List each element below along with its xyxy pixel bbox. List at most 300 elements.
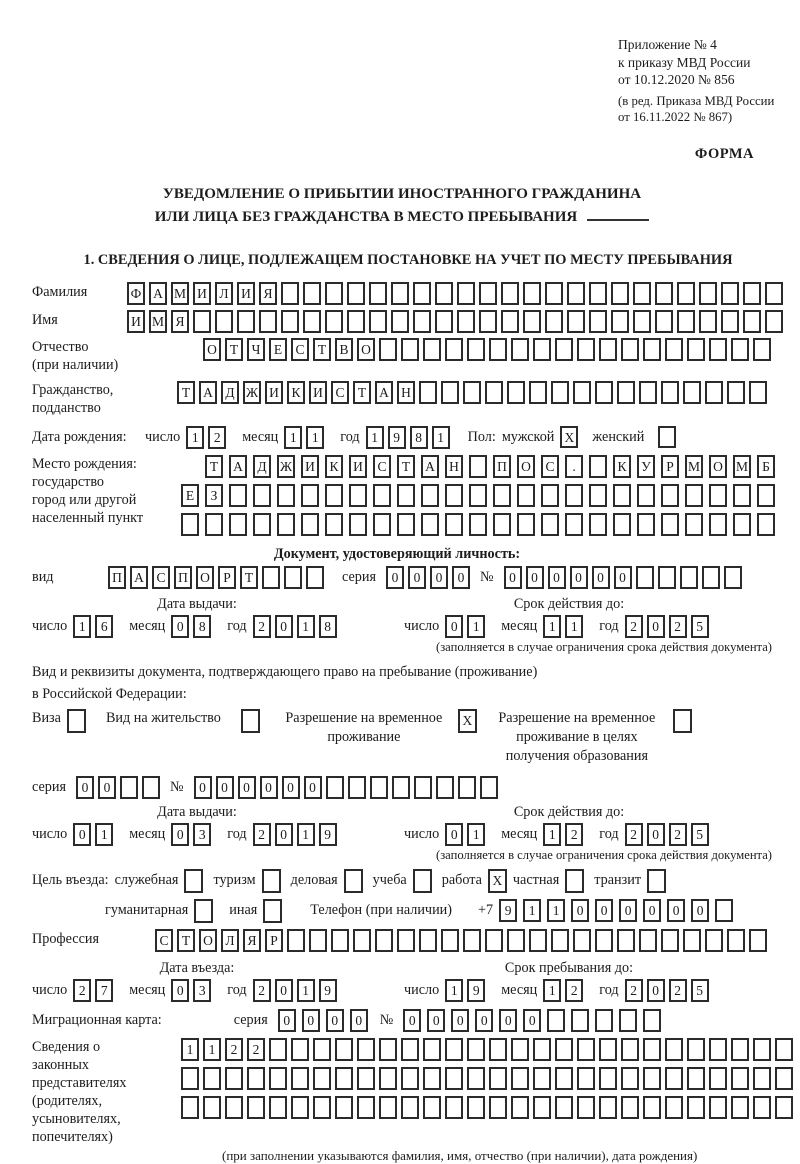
char-box[interactable] xyxy=(621,1096,639,1119)
char-box[interactable]: О xyxy=(203,338,221,361)
temp-residence-checkbox[interactable] xyxy=(458,709,477,733)
char-box[interactable] xyxy=(369,310,387,333)
digit-box[interactable]: 6 xyxy=(95,615,113,638)
digit-box[interactable]: 2 xyxy=(625,823,643,846)
char-box[interactable] xyxy=(284,566,302,589)
digit-box[interactable]: 1 xyxy=(297,823,315,846)
char-box[interactable] xyxy=(702,566,720,589)
char-box[interactable] xyxy=(599,1067,617,1090)
char-box[interactable]: Т xyxy=(205,455,223,478)
char-box[interactable] xyxy=(247,1067,265,1090)
digit-box[interactable]: 0 xyxy=(275,979,293,1002)
char-box[interactable] xyxy=(205,513,223,536)
char-box[interactable]: 0 xyxy=(643,899,661,922)
char-box[interactable] xyxy=(281,310,299,333)
char-box[interactable] xyxy=(379,1067,397,1090)
char-box[interactable] xyxy=(709,1067,727,1090)
char-box[interactable] xyxy=(643,1038,661,1061)
char-box[interactable] xyxy=(724,566,742,589)
char-box[interactable] xyxy=(705,929,723,952)
char-box[interactable]: 0 xyxy=(386,566,404,589)
purpose-humanitarian-checkbox[interactable] xyxy=(194,899,213,923)
char-box[interactable] xyxy=(435,282,453,305)
char-box[interactable]: 0 xyxy=(548,566,566,589)
char-box[interactable] xyxy=(253,484,271,507)
char-box[interactable]: 0 xyxy=(452,566,470,589)
residence-permit-checkbox[interactable] xyxy=(241,709,260,733)
char-box[interactable] xyxy=(680,566,698,589)
char-box[interactable] xyxy=(259,310,277,333)
digit-box[interactable]: 2 xyxy=(253,979,271,1002)
char-box[interactable] xyxy=(225,1067,243,1090)
char-box[interactable] xyxy=(529,381,547,404)
char-box[interactable] xyxy=(589,484,607,507)
char-box[interactable] xyxy=(142,776,160,799)
char-box[interactable] xyxy=(636,566,654,589)
digit-box[interactable]: 2 xyxy=(669,979,687,1002)
char-box[interactable]: Е xyxy=(181,484,199,507)
char-box[interactable] xyxy=(369,282,387,305)
char-box[interactable] xyxy=(507,929,525,952)
digit-box[interactable]: 1 xyxy=(366,426,384,449)
char-box[interactable]: 1 xyxy=(181,1038,199,1061)
char-box[interactable] xyxy=(467,1067,485,1090)
char-box[interactable]: И xyxy=(301,455,319,478)
char-box[interactable]: Т xyxy=(177,929,195,952)
char-box[interactable] xyxy=(617,929,635,952)
digit-box[interactable]: 1 xyxy=(95,823,113,846)
char-box[interactable] xyxy=(709,1096,727,1119)
char-box[interactable] xyxy=(419,929,437,952)
char-box[interactable]: С xyxy=(331,381,349,404)
char-box[interactable] xyxy=(533,1038,551,1061)
char-box[interactable] xyxy=(577,1096,595,1119)
char-box[interactable] xyxy=(397,929,415,952)
char-box[interactable]: Я xyxy=(171,310,189,333)
char-box[interactable] xyxy=(67,709,86,733)
char-box[interactable] xyxy=(687,338,705,361)
char-box[interactable] xyxy=(313,1067,331,1090)
char-box[interactable] xyxy=(457,282,475,305)
char-box[interactable] xyxy=(291,1038,309,1061)
char-box[interactable] xyxy=(643,1067,661,1090)
char-box[interactable] xyxy=(353,929,371,952)
char-box[interactable] xyxy=(184,869,203,893)
char-box[interactable] xyxy=(577,1038,595,1061)
char-box[interactable]: Т xyxy=(225,338,243,361)
char-box[interactable] xyxy=(262,869,281,893)
char-box[interactable]: 0 xyxy=(302,1009,320,1032)
char-box[interactable] xyxy=(401,338,419,361)
char-box[interactable]: С xyxy=(152,566,170,589)
digit-box[interactable]: 1 xyxy=(284,426,302,449)
char-box[interactable] xyxy=(281,282,299,305)
char-box[interactable]: Я xyxy=(259,282,277,305)
char-box[interactable] xyxy=(401,1096,419,1119)
char-box[interactable] xyxy=(262,566,280,589)
char-box[interactable]: 0 xyxy=(216,776,234,799)
char-box[interactable] xyxy=(555,1038,573,1061)
char-box[interactable]: 0 xyxy=(614,566,632,589)
char-box[interactable] xyxy=(413,282,431,305)
digit-box[interactable]: 2 xyxy=(253,823,271,846)
char-box[interactable] xyxy=(479,282,497,305)
char-box[interactable]: Т xyxy=(313,338,331,361)
char-box[interactable] xyxy=(203,1067,221,1090)
char-box[interactable]: У xyxy=(637,455,655,478)
char-box[interactable]: 1 xyxy=(547,899,565,922)
digit-box[interactable]: 1 xyxy=(543,823,561,846)
char-box[interactable] xyxy=(479,310,497,333)
char-box[interactable]: З xyxy=(205,484,223,507)
char-box[interactable] xyxy=(599,338,617,361)
char-box[interactable]: X xyxy=(458,709,477,733)
char-box[interactable] xyxy=(611,310,629,333)
char-box[interactable] xyxy=(445,513,463,536)
char-box[interactable] xyxy=(727,929,745,952)
char-box[interactable] xyxy=(621,1067,639,1090)
char-box[interactable] xyxy=(731,338,749,361)
char-box[interactable] xyxy=(445,1096,463,1119)
purpose-private-checkbox[interactable] xyxy=(565,869,584,893)
char-box[interactable] xyxy=(529,929,547,952)
char-box[interactable] xyxy=(555,1067,573,1090)
char-box[interactable] xyxy=(577,338,595,361)
char-box[interactable]: П xyxy=(493,455,511,478)
char-box[interactable] xyxy=(589,282,607,305)
char-box[interactable] xyxy=(469,484,487,507)
char-box[interactable] xyxy=(551,381,569,404)
char-box[interactable]: Р xyxy=(218,566,236,589)
char-box[interactable] xyxy=(291,1067,309,1090)
char-box[interactable] xyxy=(335,1096,353,1119)
digit-box[interactable]: 1 xyxy=(73,615,91,638)
char-box[interactable] xyxy=(421,513,439,536)
char-box[interactable] xyxy=(753,338,771,361)
char-box[interactable] xyxy=(349,513,367,536)
char-box[interactable] xyxy=(269,1067,287,1090)
char-box[interactable] xyxy=(533,1096,551,1119)
digit-box[interactable]: 2 xyxy=(625,615,643,638)
char-box[interactable] xyxy=(445,484,463,507)
digit-box[interactable]: 1 xyxy=(297,615,315,638)
digit-box[interactable]: 2 xyxy=(669,615,687,638)
digit-box[interactable]: 2 xyxy=(669,823,687,846)
char-box[interactable] xyxy=(313,1096,331,1119)
char-box[interactable] xyxy=(775,1096,793,1119)
char-box[interactable] xyxy=(621,338,639,361)
char-box[interactable]: Е xyxy=(269,338,287,361)
char-box[interactable] xyxy=(665,338,683,361)
char-box[interactable] xyxy=(643,1009,661,1032)
char-box[interactable] xyxy=(665,1096,683,1119)
char-box[interactable]: Н xyxy=(397,381,415,404)
char-box[interactable] xyxy=(237,310,255,333)
digit-box[interactable]: 3 xyxy=(193,979,211,1002)
char-box[interactable] xyxy=(643,338,661,361)
char-box[interactable] xyxy=(373,513,391,536)
digit-box[interactable]: 1 xyxy=(467,823,485,846)
char-box[interactable] xyxy=(523,310,541,333)
digit-box[interactable]: 2 xyxy=(73,979,91,1002)
digit-box[interactable]: 0 xyxy=(647,615,665,638)
purpose-official-checkbox[interactable] xyxy=(184,869,203,893)
char-box[interactable] xyxy=(639,381,657,404)
char-box[interactable] xyxy=(565,869,584,893)
char-box[interactable] xyxy=(287,929,305,952)
digit-box[interactable]: 9 xyxy=(467,979,485,1002)
char-box[interactable]: Ж xyxy=(243,381,261,404)
char-box[interactable] xyxy=(637,513,655,536)
char-box[interactable] xyxy=(753,1038,771,1061)
char-box[interactable]: Т xyxy=(240,566,258,589)
char-box[interactable] xyxy=(436,776,454,799)
char-box[interactable] xyxy=(595,381,613,404)
char-box[interactable] xyxy=(445,1067,463,1090)
char-box[interactable] xyxy=(480,776,498,799)
digit-box[interactable]: 3 xyxy=(193,823,211,846)
char-box[interactable]: 0 xyxy=(523,1009,541,1032)
char-box[interactable] xyxy=(743,310,761,333)
char-box[interactable] xyxy=(599,1096,617,1119)
char-box[interactable] xyxy=(401,1067,419,1090)
char-box[interactable]: С xyxy=(541,455,559,478)
char-box[interactable] xyxy=(325,310,343,333)
char-box[interactable] xyxy=(347,310,365,333)
char-box[interactable] xyxy=(423,1067,441,1090)
char-box[interactable] xyxy=(335,1038,353,1061)
char-box[interactable]: М xyxy=(685,455,703,478)
char-box[interactable]: И xyxy=(127,310,145,333)
char-box[interactable]: А xyxy=(199,381,217,404)
char-box[interactable]: М xyxy=(171,282,189,305)
char-box[interactable]: 1 xyxy=(203,1038,221,1061)
digit-box[interactable]: 1 xyxy=(297,979,315,1002)
char-box[interactable] xyxy=(357,1067,375,1090)
char-box[interactable] xyxy=(705,381,723,404)
char-box[interactable] xyxy=(665,1067,683,1090)
char-box[interactable] xyxy=(277,484,295,507)
char-box[interactable] xyxy=(421,484,439,507)
char-box[interactable]: 0 xyxy=(350,1009,368,1032)
digit-box[interactable]: 1 xyxy=(306,426,324,449)
char-box[interactable]: И xyxy=(193,282,211,305)
char-box[interactable] xyxy=(753,1096,771,1119)
char-box[interactable] xyxy=(247,1096,265,1119)
char-box[interactable] xyxy=(253,513,271,536)
char-box[interactable]: И xyxy=(349,455,367,478)
char-box[interactable] xyxy=(611,282,629,305)
char-box[interactable] xyxy=(765,282,783,305)
digit-box[interactable]: 9 xyxy=(388,426,406,449)
char-box[interactable]: 0 xyxy=(504,566,522,589)
char-box[interactable]: О xyxy=(357,338,375,361)
char-box[interactable] xyxy=(775,1038,793,1061)
char-box[interactable] xyxy=(501,282,519,305)
char-box[interactable] xyxy=(445,338,463,361)
digit-box[interactable]: 0 xyxy=(275,615,293,638)
char-box[interactable]: С xyxy=(291,338,309,361)
char-box[interactable] xyxy=(467,1038,485,1061)
char-box[interactable] xyxy=(423,1096,441,1119)
char-box[interactable]: К xyxy=(287,381,305,404)
char-box[interactable] xyxy=(485,929,503,952)
char-box[interactable] xyxy=(203,1096,221,1119)
char-box[interactable] xyxy=(599,1038,617,1061)
char-box[interactable] xyxy=(658,566,676,589)
char-box[interactable] xyxy=(545,282,563,305)
char-box[interactable] xyxy=(493,484,511,507)
char-box[interactable] xyxy=(709,484,727,507)
digit-box[interactable]: 2 xyxy=(625,979,643,1002)
char-box[interactable] xyxy=(391,310,409,333)
digit-box[interactable]: 5 xyxy=(691,979,709,1002)
char-box[interactable]: А xyxy=(421,455,439,478)
char-box[interactable] xyxy=(655,310,673,333)
char-box[interactable] xyxy=(181,1096,199,1119)
char-box[interactable] xyxy=(687,1038,705,1061)
char-box[interactable] xyxy=(677,310,695,333)
char-box[interactable] xyxy=(541,484,559,507)
char-box[interactable] xyxy=(269,1096,287,1119)
char-box[interactable] xyxy=(715,899,733,922)
digit-box[interactable]: 1 xyxy=(186,426,204,449)
char-box[interactable] xyxy=(463,381,481,404)
char-box[interactable] xyxy=(331,929,349,952)
digit-box[interactable]: 1 xyxy=(467,615,485,638)
digit-box[interactable]: 0 xyxy=(647,979,665,1002)
char-box[interactable]: О xyxy=(517,455,535,478)
char-box[interactable] xyxy=(441,381,459,404)
char-box[interactable] xyxy=(775,1067,793,1090)
char-box[interactable] xyxy=(633,282,651,305)
char-box[interactable]: Л xyxy=(221,929,239,952)
char-box[interactable] xyxy=(193,310,211,333)
char-box[interactable]: О xyxy=(199,929,217,952)
char-box[interactable] xyxy=(577,1067,595,1090)
char-box[interactable]: М xyxy=(733,455,751,478)
digit-box[interactable]: 9 xyxy=(319,823,337,846)
char-box[interactable] xyxy=(555,1096,573,1119)
char-box[interactable]: В xyxy=(335,338,353,361)
char-box[interactable] xyxy=(727,381,745,404)
char-box[interactable] xyxy=(397,484,415,507)
char-box[interactable] xyxy=(661,484,679,507)
char-box[interactable] xyxy=(589,455,607,478)
char-box[interactable] xyxy=(673,709,692,733)
char-box[interactable]: Б xyxy=(757,455,775,478)
char-box[interactable] xyxy=(379,1096,397,1119)
char-box[interactable] xyxy=(463,929,481,952)
char-box[interactable]: Я xyxy=(243,929,261,952)
char-box[interactable] xyxy=(661,381,679,404)
char-box[interactable]: Р xyxy=(661,455,679,478)
char-box[interactable]: 0 xyxy=(427,1009,445,1032)
char-box[interactable]: К xyxy=(613,455,631,478)
purpose-work-checkbox[interactable] xyxy=(488,869,507,893)
char-box[interactable]: 0 xyxy=(278,1009,296,1032)
digit-box[interactable]: 1 xyxy=(432,426,450,449)
char-box[interactable] xyxy=(533,338,551,361)
char-box[interactable]: 0 xyxy=(570,566,588,589)
char-box[interactable]: 0 xyxy=(408,566,426,589)
char-box[interactable] xyxy=(547,1009,565,1032)
purpose-tourism-checkbox[interactable] xyxy=(262,869,281,893)
char-box[interactable] xyxy=(301,513,319,536)
char-box[interactable] xyxy=(349,484,367,507)
char-box[interactable] xyxy=(493,513,511,536)
char-box[interactable] xyxy=(347,282,365,305)
char-box[interactable]: П xyxy=(108,566,126,589)
char-box[interactable] xyxy=(699,310,717,333)
char-box[interactable] xyxy=(357,1038,375,1061)
char-box[interactable] xyxy=(523,282,541,305)
char-box[interactable]: 0 xyxy=(194,776,212,799)
char-box[interactable] xyxy=(573,381,591,404)
char-box[interactable]: 9 xyxy=(499,899,517,922)
char-box[interactable] xyxy=(633,310,651,333)
sex-female-checkbox[interactable] xyxy=(658,426,676,448)
char-box[interactable]: X xyxy=(560,426,578,448)
char-box[interactable]: 0 xyxy=(76,776,94,799)
char-box[interactable] xyxy=(589,513,607,536)
char-box[interactable] xyxy=(507,381,525,404)
char-box[interactable] xyxy=(335,1067,353,1090)
char-box[interactable]: И xyxy=(237,282,255,305)
char-box[interactable]: Ф xyxy=(127,282,145,305)
char-box[interactable] xyxy=(370,776,388,799)
visa-checkbox[interactable] xyxy=(67,709,86,733)
char-box[interactable]: 2 xyxy=(247,1038,265,1061)
char-box[interactable]: 0 xyxy=(98,776,116,799)
char-box[interactable] xyxy=(325,513,343,536)
char-box[interactable] xyxy=(753,1067,771,1090)
char-box[interactable]: А xyxy=(229,455,247,478)
char-box[interactable]: 0 xyxy=(304,776,322,799)
char-box[interactable] xyxy=(517,484,535,507)
char-box[interactable] xyxy=(617,381,635,404)
char-box[interactable] xyxy=(658,426,676,448)
char-box[interactable] xyxy=(373,484,391,507)
char-box[interactable] xyxy=(621,1038,639,1061)
digit-box[interactable]: 5 xyxy=(691,823,709,846)
char-box[interactable]: С xyxy=(373,455,391,478)
char-box[interactable] xyxy=(457,310,475,333)
char-box[interactable] xyxy=(619,1009,637,1032)
char-box[interactable] xyxy=(413,310,431,333)
char-box[interactable]: 0 xyxy=(326,1009,344,1032)
char-box[interactable] xyxy=(379,1038,397,1061)
char-box[interactable]: Т xyxy=(397,455,415,478)
char-box[interactable]: И xyxy=(309,381,327,404)
char-box[interactable] xyxy=(565,484,583,507)
char-box[interactable] xyxy=(489,1067,507,1090)
char-box[interactable]: Т xyxy=(177,381,195,404)
char-box[interactable] xyxy=(643,1096,661,1119)
char-box[interactable] xyxy=(485,381,503,404)
char-box[interactable] xyxy=(685,484,703,507)
char-box[interactable] xyxy=(709,513,727,536)
char-box[interactable] xyxy=(647,869,666,893)
digit-box[interactable]: 9 xyxy=(319,979,337,1002)
char-box[interactable] xyxy=(733,484,751,507)
char-box[interactable]: К xyxy=(325,455,343,478)
char-box[interactable] xyxy=(489,1096,507,1119)
char-box[interactable] xyxy=(194,899,213,923)
char-box[interactable] xyxy=(435,310,453,333)
char-box[interactable]: Р xyxy=(265,929,283,952)
char-box[interactable] xyxy=(225,1096,243,1119)
